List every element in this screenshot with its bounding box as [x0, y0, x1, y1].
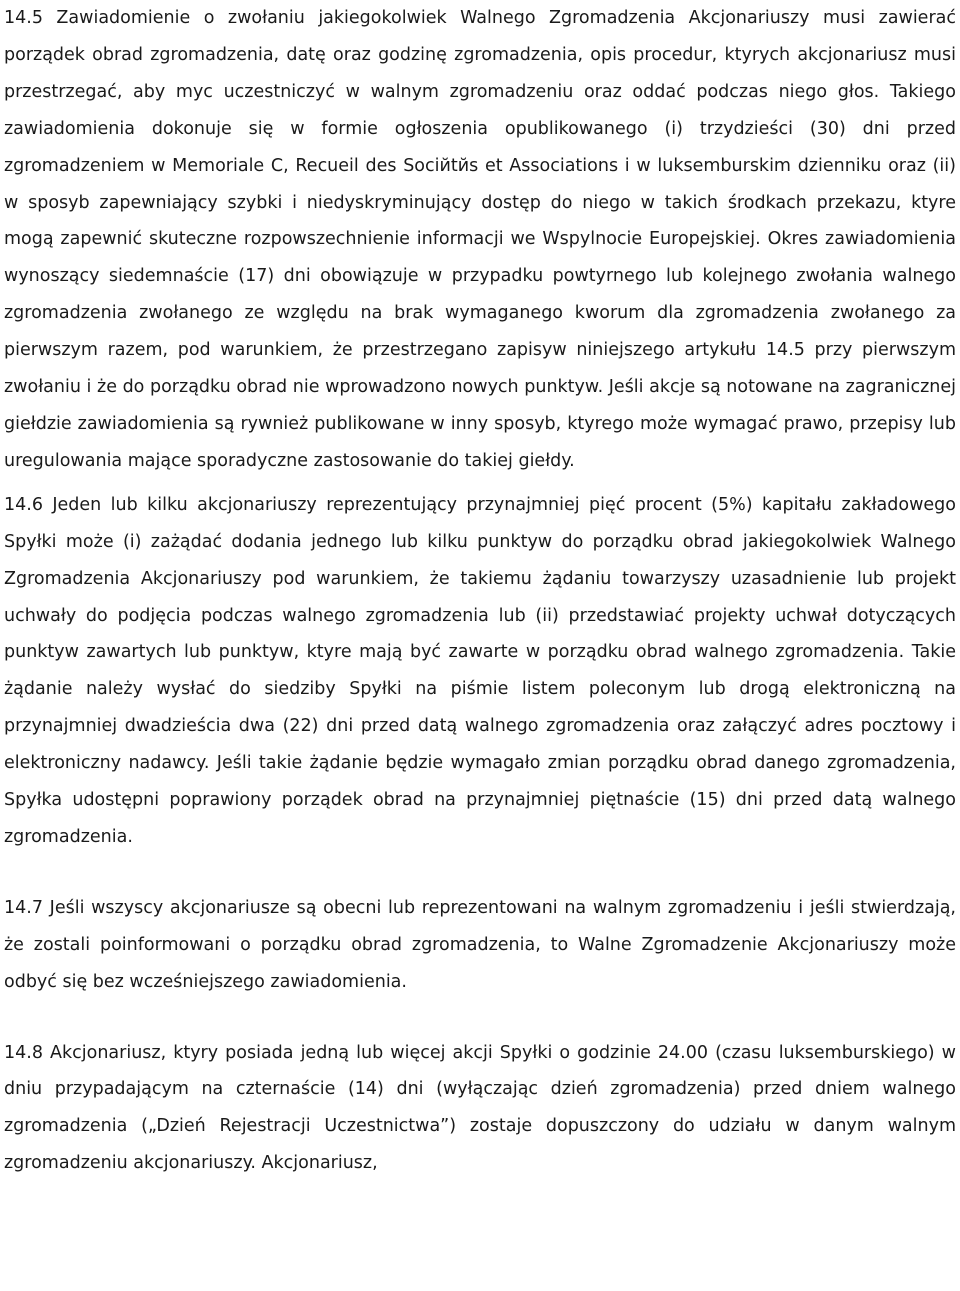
document-page	[4, 0, 956, 1182]
paragraph-14-5: 14.5 Zawiadomienie o zwołaniu jakiegokolwiek Walnego Zgromadzenia Akcjonariuszy musi zawierać porządek obrad zgromadzenia, datę oraz godzinę zgromadzenia, opis procedur, ktyrych akcjonariusz musi przestrzegać, aby myc uczestniczyć w walnym zgromadzeniu oraz oddać podczas niego głos. Takiego zawiadomienia dokonuje się w formie ogłoszenia opublikowanego (i) trzydzieści (30) dni przed zgromadzeniem w Memoriale C, Recueil des Sociйtйs et Associations i w luksemburskim dzienniku oraz (ii) w sposyb zapewniający szybki i niedyskryminujący dostęp do niego w takich środkach przekazu, ktyre mogą zapewnić skuteczne rozpowszechnienie informacji we Wspylnocie Europejskiej. Okres zawiadomienia wynoszący siedemnaście (17) dni obowiązuje w przypadku powtyrnego lub kolejnego zwołania walnego zgromadzenia zwołanego ze względu na brak wymaganego kworum dla zgromadzenia zwołanego za pierwszym razem, pod warunkiem, że przestrzegano zapisyw niniejszego artykułu 14.5 przy pierwszym zwołaniu i że do porządku obrad nie wprowadzono nowych punktyw. Jeśli akcje są notowane na zagranicznej giełdzie zawiadomienia są rywnież publikowane w inny sposyb, ktyrego może wymagać prawo, przepisy lub uregulowania mające sporadyczne zastosowanie do takiej giełdy.	[4, 8, 956, 471]
paragraph-gap	[4, 480, 956, 487]
paragraph-14-8: 14.8 Akcjonariusz, ktyry posiada jedną lub więcej akcji Spyłki o godzinie 24.00 (czasu luksemburskiego) w dniu przypadającym na czternaście (14) dni (wyłączając dzień zgromadzenia) przed dniem walnego zgromadzenia („Dzień Rejestracji Uczestnictwa”) zostaje dopuszczony do udziału w danym walnym zgromadzeniu akcjonariuszy. Akcjonariusz,	[4, 1042, 956, 1174]
paragraph-14-7: 14.7 Jeśli wszyscy akcjonariusze są obecni lub reprezentowani na walnym zgromadzeniu i jeśli stwierdzają, że zostali poinformowani o porządku obrad zgromadzenia, to Walne Zgromadzenie Akcjonariuszy może odbyć się bez wcześniejszego zawiadomienia.	[4, 897, 956, 992]
paragraph-gap	[4, 856, 956, 890]
paragraph-gap	[4, 1001, 956, 1035]
paragraph-14-6: 14.6 Jeden lub kilku akcjonariuszy reprezentujący przynajmniej pięć procent (5%) kapitału zakładowego Spyłki może (i) zażądać dodania jednego lub kilku punktyw do porządku obrad jakiegokolwiek Walnego Zgromadzenia Akcjonariuszy pod warunkiem, że takiemu żądaniu towarzyszy uzasadnienie lub projekt uchwały do podjęcia podczas walnego zgromadzenia lub (ii) przedstawiać projekty uchwał dotyczących punktyw zawartych lub punktyw, ktyre mają być zawarte w porządku obrad walnego zgromadzenia. Takie żądanie należy wysłać do siedziby Spyłki na piśmie listem poleconym lub drogą elektroniczną na przynajmniej dwadzieścia dwa (22) dni przed datą walnego zgromadzenia oraz załączyć adres pocztowy i elektroniczny nadawcy. Jeśli takie żądanie będzie wymagało zmian porządku obrad danego zgromadzenia, Spyłka udostępni poprawiony porządek obrad na przynajmniej piętnaście (15) dni przed datą walnego zgromadzenia.	[4, 494, 956, 847]
